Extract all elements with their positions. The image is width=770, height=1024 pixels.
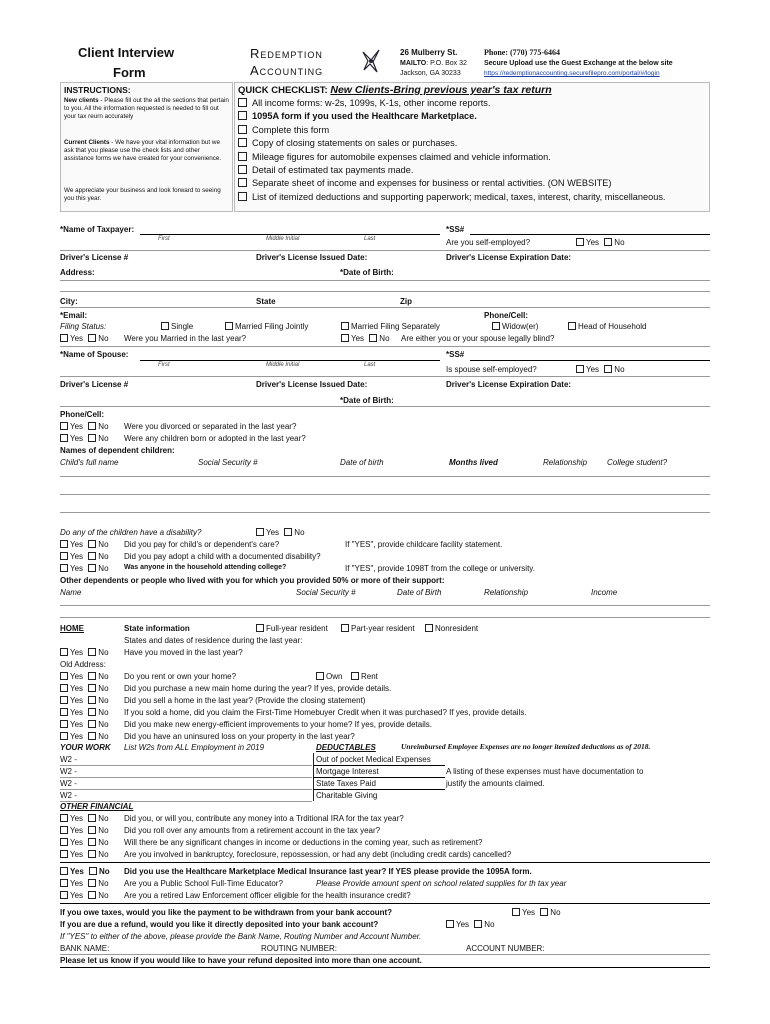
spouse-dob-label: *Date of Birth: [340,396,394,405]
rollover-question: Did you roll over any amounts from a retirement account in the tax year? [124,826,381,835]
dependent-row-line[interactable] [60,476,710,477]
checklist-item-label: Copy of closing statements on sales or purchases. [252,138,458,149]
sell-yn[interactable]: Yes No [60,696,109,705]
taxpayer-state-label: State [256,297,276,306]
rule [60,291,710,292]
refund-question: If you are due a refund, would you like it directly deposited into your bank account? [60,920,379,929]
instructions-new-clients: New clients - Please fill out the all the sections that pertain to you. All the information requested is needed to fill out your tax reurn accurately [64,97,229,121]
spouse-phone-label: Phone/Cell: [60,410,105,419]
divorced-yn[interactable]: Yes No [60,422,109,431]
married-question: Were you Married in the last year? [124,334,247,343]
owe-yn[interactable]: Yes No [512,908,561,917]
rule [313,789,445,790]
childcare-note: If "YES", provide childcare facility statement. [345,540,503,549]
last-hint: Last [364,362,376,368]
w2-line-3[interactable]: W2 - [60,779,77,788]
taxpayer-phone-label: Phone/Cell: [484,311,529,320]
checklist-item[interactable] [238,165,413,176]
taxpayer-self-employed-q: Are you self-employed? [446,238,531,247]
checkbox-icon[interactable] [238,152,247,161]
filing-hoh-checkbox[interactable]: Head of Household [568,322,647,331]
checkbox-icon[interactable] [238,192,247,201]
doc-note-line2: justify the amounts claimed. [446,779,545,788]
healthcare-yn[interactable]: Yes No [60,867,110,876]
other-col-name: Name [60,588,82,597]
part-year-checkbox[interactable]: Part-year resident [341,624,415,633]
spouse-ssn-label: *SS# [446,350,465,359]
rule [60,954,710,955]
state-info-label: State information [124,624,190,633]
checkbox-icon[interactable] [238,138,247,147]
dependent-row-line[interactable] [60,494,710,495]
law-enforcement-yn[interactable]: Yes No [60,891,109,900]
checklist-item[interactable] [238,111,477,122]
instructions-heading: INSTRUCTIONS: [64,85,131,95]
other-col-relationship: Relationship [484,588,529,597]
deduction-medical[interactable]: Out of pocket Medical Expenses [316,755,431,764]
rent-own-question: Do you rent or own your home? [124,672,237,681]
firsttime-question: If you sold a home, did you claim the First-Time Homebuyer Credit when it was purchased? If yes, provide details. [124,708,527,717]
other-col-dob: Date of Birth [397,588,442,597]
energy-question: Did you make new energy-efficient improvements to your home? If yes, provide details. [124,720,432,729]
ira-question: Did you, or will you, contribute any money into a Trditional IRA for the tax year? [124,814,404,823]
college-question: Was anyone in the household attending college? [124,564,287,571]
dep-col-relationship: Relationship [543,458,588,467]
bankruptcy-question: Are you involved in bankruptcy, foreclosure, repossession, or had any debt (including credit cards) cancelled? [124,850,512,859]
rule [60,765,312,766]
disability-question: Do any of the children have a disability? [60,528,202,537]
dep-col-ssn: Social Security # [198,458,258,467]
last-hint: Last [364,236,376,242]
educator-yn[interactable]: Yes No [60,879,109,888]
dependent-row-line[interactable] [60,512,710,513]
bank-name-label: BANK NAME: [60,944,110,953]
dep-col-dob: Date of birth [340,458,384,467]
law-enforcement-question: Are you a retired Law Enforcement officer eligible for the health insurance credit? [124,891,411,900]
rent-own-yn[interactable]: Yes No [60,672,109,681]
taxpayer-self-employed-yn[interactable]: Yes No [576,238,625,247]
spouse-self-employed-q: Is spouse self-employed? [446,365,537,374]
energy-yn[interactable]: Yes No [60,720,109,729]
checklist-item[interactable] [238,178,612,189]
other-row-line[interactable] [60,605,710,606]
checklist-heading-new: New Clients-Bring previous year's tax return [330,84,552,96]
w2-line-4[interactable]: W2 - [60,791,77,800]
college-yn[interactable]: Yes No [60,564,109,573]
spouse-dl-exp-label: Driver's License Expiration Date: [446,380,572,389]
childcare-question: Did you pay for child's or dependent's care? [124,540,280,549]
company-name-line2: Accounting [250,63,324,78]
dep-col-college: College student? [607,458,668,467]
rule [60,789,312,790]
spouse-ssn-line[interactable] [470,360,710,361]
filing-single-checkbox[interactable]: Single [161,322,193,331]
checklist-item-label: 1095A form if you used the Healthcare Marketplace. [252,111,477,122]
other-row-line[interactable] [60,617,710,618]
checklist-item[interactable] [238,152,551,163]
w2-line-1[interactable]: W2 - [60,755,77,764]
checklist-item-label: Separate sheet of income and expenses for business or rental activities. (ON WEBSITE) [252,178,612,189]
rule [60,862,710,863]
taxpayer-dob-label: *Date of Birth: [340,268,394,277]
checklist-item[interactable] [238,98,490,109]
loss-question: Did you have an uninsured loss on your property in the last year? [124,732,355,741]
secure-upload-text: Secure Upload use the Guest Exchange at the below site [484,60,673,67]
unreimbursed-note: Unreimbursed Employee Expenses are no longer itemized deductions as of 2018. [401,742,651,751]
healthcare-question: Did you use the Healthcare Marketplace Medical Insurance last year? If YES please provide the 1095A form. [124,867,532,876]
instructions-current-clients: Current Clients - We have your vital information but we ask that you please use the check lists and other assistance forms we have created for your convenience. [64,139,222,163]
firsttime-yn[interactable]: Yes No [60,708,109,717]
children-born-question: Were any children born or adopted in the last year? [124,434,306,443]
checklist-item-label: List of itemized deductions and supporting paperwork; medical, taxes, interest, charity, miscellaneous. [252,191,666,202]
states-dates-label: States and dates of residence during the last year: [124,636,303,645]
other-col-income: Income [591,588,618,597]
disability-yn[interactable]: Yes No [256,528,305,537]
financial-section-label: OTHER FINANCIAL [60,802,134,811]
taxpayer-city-label: City: [60,297,78,306]
deduction-state-taxes[interactable]: State Taxes Paid [316,779,376,788]
full-year-checkbox[interactable]: Full-year resident [256,624,328,633]
checklist-item-label: Detail of estimated tax payments made. [252,165,414,175]
college-note: If "YES", provide 1098T from the college or university. [345,564,535,573]
rule [313,765,445,766]
taxpayer-email-label: *Email: [60,311,88,320]
company-logo-icon [360,46,382,76]
taxpayer-dl-exp-label: Driver's License Expiration Date: [446,253,572,262]
portal-link[interactable]: https://redemptionaccounting.securefilepro.com/portal/#/login [484,70,660,77]
mailto-value: : P.O. Box 32 [426,60,467,67]
phone-number: Phone: (770) 775-6464 [484,48,560,57]
spouse-name-label: *Name of Spouse: [60,350,129,359]
rule [60,903,710,904]
form-title-line1: Client Interview [78,45,175,60]
rule [60,376,710,377]
taxpayer-zip-label: Zip [400,297,412,306]
multi-account-note: Please let us know if you would like to have your refund deposited into more than one account. [60,956,422,965]
other-col-ssn: Social Security # [296,588,356,597]
dep-col-name: Child's full name [60,458,119,467]
rule [60,280,710,281]
spouse-dl-label: Driver's License # [60,380,129,389]
taxpayer-dl-issued-label: Driver's License Issued Date: [256,253,368,262]
children-born-yn[interactable]: Yes No [60,434,109,443]
rule [60,777,312,778]
bank-provide-note: If "YES" to either of the above, please provide the Bank Name, Routing Number and Account Number. [60,932,422,941]
checkbox-icon[interactable] [238,111,247,120]
taxpayer-dl-label: Driver's License # [60,253,129,262]
spouse-dl-issued-label: Driver's License Issued Date: [256,380,368,389]
list-w2-label: List W2s from ALL Employment in 2019 [124,743,265,752]
blind-yn[interactable]: Yes No [341,334,390,343]
rule [60,307,710,308]
rule [60,406,710,407]
dep-col-months: Months lived [449,458,498,467]
middle-hint: Middle Initial [266,236,300,242]
blind-question: Are either you or your spouse legally blind? [401,334,555,343]
rule [60,967,710,968]
bankruptcy-yn[interactable]: Yes No [60,850,109,859]
filing-mfj-checkbox[interactable]: Married Filing Jointly [225,322,308,331]
rent-checkbox[interactable]: Rent [351,672,378,681]
work-section-label: YOUR WORK [60,743,111,752]
taxpayer-address-label: Address: [60,268,95,277]
divorced-question: Were you divorced or separated in the last year? [124,422,297,431]
account-number-label: ACCOUNT NUMBER: [466,944,545,953]
adopt-question: Did you pay adopt a child with a documented disability? [124,552,321,561]
checkbox-icon[interactable] [238,165,247,174]
first-hint: First [158,236,170,242]
rollover-yn[interactable]: Yes No [60,826,109,835]
childcare-yn[interactable]: Yes No [60,540,109,549]
refund-yn[interactable]: Yes No [446,920,495,929]
checklist-item[interactable] [238,125,329,136]
dependents-heading: Names of dependent children: [60,446,175,455]
moved-question: Have you moved in the last year? [124,648,243,657]
rule [60,346,710,347]
address-line3: Jackson, GA 30233 [400,70,461,77]
changes-question: Will there be any significant changes in income or deductions in the coming year, such as retirement? [124,838,483,847]
deductables-label: DEDUCTABLES [316,743,376,752]
other-dependents-heading: Other dependents or people who lived with you for which you provided 50% or more of their support: [60,576,445,585]
checklist-item-label: Complete this form [252,124,330,135]
checklist-item[interactable] [238,192,665,203]
mailto-label: MAILTO [400,60,427,67]
checklist-item[interactable] [238,138,457,149]
checklist-item-label: All income forms: w-2s, 1099s, K-1s, other income reports. [252,98,491,108]
loss-yn[interactable]: Yes No [60,732,109,741]
form-title-line2: Form [113,65,146,80]
home-section-label: HOME [60,624,84,633]
married-yn[interactable]: Yes No [60,334,109,343]
checklist-item-label: Mileage figures for automobile expenses claimed and vehicle information. [252,151,551,162]
company-name-line1: Redemption [250,46,323,61]
old-address-label: Old Address: [60,660,106,669]
taxpayer-ssn-line[interactable] [470,234,710,235]
moved-yn[interactable]: Yes No [60,648,109,657]
address-line1: 26 Mulberry St. [400,48,458,57]
checkbox-icon[interactable] [238,125,247,134]
changes-yn[interactable]: Yes No [60,838,109,847]
rule [60,250,710,251]
filing-status-label: Filing Status: [60,322,107,331]
own-checkbox[interactable]: Own [316,672,342,681]
taxpayer-name-line[interactable] [140,234,440,235]
checklist-heading: QUICK CHECKLIST: [238,85,331,96]
adopt-yn[interactable]: Yes No [60,552,109,561]
routing-number-label: ROUTING NUMBER: [261,944,337,953]
first-hint: First [158,362,170,368]
rule [313,777,445,778]
ira-yn[interactable]: Yes No [60,814,109,823]
sell-question: Did you sell a home in the last year? (Provide the closing statement) [124,696,366,705]
checkbox-icon[interactable] [238,98,247,107]
spouse-self-employed-yn[interactable]: Yes No [576,365,625,374]
taxpayer-name-label: *Name of Taxpayer: [60,225,135,234]
filing-mfs-checkbox[interactable]: Married Filing Separately [341,322,440,331]
checkbox-icon[interactable] [238,178,247,187]
owe-question: If you owe taxes, would you like the payment to be withdrawn from your bank account? [60,908,393,917]
filing-widow-checkbox[interactable]: Widow(er) [492,322,538,331]
w2-line-2[interactable]: W2 - [60,767,77,776]
educator-note: Please Provide amount spent on school related supplies for th tax year [316,879,567,888]
educator-question: Are you a Public School Full-Time Educator? [124,879,283,888]
purchase-yn[interactable]: Yes No [60,684,109,693]
doc-note-line1: A listing of these expenses must have documentation to [446,767,644,776]
deduction-charitable[interactable]: Charitable Giving [316,791,378,800]
instructions-appreciate: We appreciate your business and look forward to seeing you this year. [64,187,221,203]
spouse-name-line[interactable] [140,360,440,361]
purchase-question: Did you purchase a new main home during the year? If yes, provide details. [124,684,392,693]
nonresident-checkbox[interactable]: Nonresident [425,624,478,633]
deduction-mortgage[interactable]: Mortgage Interest [316,767,379,776]
middle-hint: Middle Initial [266,362,300,368]
taxpayer-ssn-label: *SS# [446,225,465,234]
